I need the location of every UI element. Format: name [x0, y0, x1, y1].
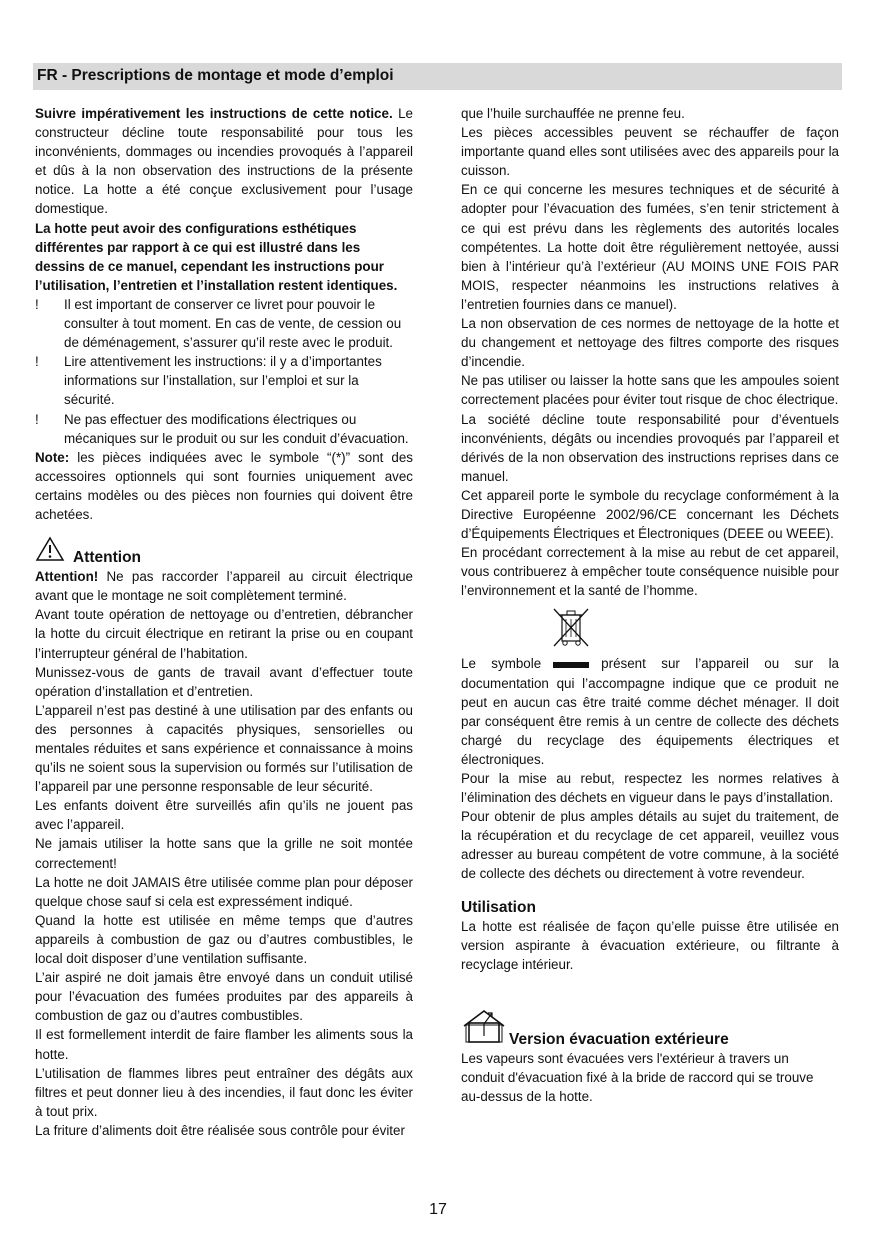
bullet-item — [35, 410, 413, 448]
paragraph: Quand la hotte est utilisée en même temps que d’autres appareils à combustion de gaz ou d’autres combustibles, le local doit disposer d’une ventilation suffisante. — [35, 912, 413, 967]
paragraph: La société décline toute responsabilité pour d’éventuels inconvénients, dégâts ou incendies provoqués par l’appareil et dérivés de la non observation des instructions reprises dans ce manuel. — [461, 411, 839, 484]
paragraph: Pour la mise au rebut, respectez les normes relatives à l’élimination des déchets en vigueur dans le pays d’installation. — [461, 771, 839, 806]
house-exhaust-icon — [461, 1008, 507, 1049]
page-number: 17 — [429, 1201, 447, 1218]
bullet-text: Lire attentivement les instructions: il y a d’importantes informations sur l’installation, sur l’emploi et sur la sécurité. — [64, 354, 382, 408]
version-line: Les vapeurs sont évacuées vers l'extérieur à travers un — [461, 1051, 789, 1067]
version-heading — [461, 1008, 839, 1049]
paragraph: Pour obtenir de plus amples détails au sujet du traitement, de la récupération et du recyclage de cet appareil, veuillez vous adresser au bureau compétent de votre commune, à la société de collecte des déchets ou directement à votre revendeur. — [461, 809, 839, 882]
header-title: FR - Prescriptions de montage et mode d’emploi — [37, 67, 394, 84]
attention-heading — [35, 536, 413, 567]
symbol-bar-icon — [553, 662, 589, 668]
paragraph: La non observation de ces normes de nettoyage de la hotte et du changement et nettoyage des filtres comporte des risques d’incendie. — [461, 316, 839, 370]
config-bold: La hotte peut avoir des configurations esthétiques différentes par rapport à ce qui est illustré dans les dessins de ce manuel, cependant les instructions pour l’utilisation, l’entretien et l’installation restent identiques. — [35, 220, 398, 293]
right-column — [461, 104, 839, 1106]
utilisation-paragraph: La hotte est réalisée de façon qu’elle puisse être utilisée en version aspirante à évacuation extérieure, ou filtrante à recyclage intérieur. — [461, 918, 839, 972]
paragraph: L’appareil n’est pas destiné à une utilisation par des enfants ou des personnes à capacités physiques, sensorielles ou mentales réduites et sans expérience et connaissance à moins qu’ils ne soient sous la supervision ou formés sur l’utilisation de l’appareil par une personne responsable de leur sécurité. — [35, 702, 413, 795]
utilisation-heading — [461, 898, 839, 917]
attention-title: Attention — [73, 549, 142, 567]
bullet-text: Il est important de conserver ce livret pour pouvoir le consulter à tout moment. En cas de vente, de cession ou de déménagement, s’assurer qu’il reste avec le produit. — [64, 296, 402, 351]
note-label: Note: — [35, 449, 70, 465]
version-line: conduit d'évacuation fixé à la bride de raccord qui se trouve — [461, 1070, 814, 1086]
paragraph: En procédant correctement à la mise au rebut de cet appareil, vous contribuerez à empêcher toute conséquence nuisible pour l’environnement et la santé de l’homme. — [461, 545, 839, 599]
note-paragraph — [35, 448, 413, 524]
paragraph: Il est formellement interdit de faire flamber les aliments sous la hotte. — [35, 1027, 413, 1062]
bullet-mark: ! — [35, 411, 39, 427]
paragraph: Les enfants doivent être surveillés afin qu’ils ne jouent pas avec l’appareil. — [35, 798, 413, 833]
paragraph: Avant toute opération de nettoyage ou d’entretien, débrancher la hotte du circuit électrique en retirant la prise ou en coupant l’interrupteur général de l’habitation. — [35, 607, 413, 661]
paragraph: Cet appareil porte le symbole du recyclage conformément à la Directive Européenne 2002/96/CE concernant les Déchets d’Équipements Électriques et Électroniques (DEEE ou WEEE). — [461, 487, 839, 542]
symbol-text: présent sur l’appareil ou sur la documentation qui l’accompagne indique que ce produit ne peut en aucun cas être traité comme déchet ménager. Il doit par conséquent être remis à un centre de collecte des déchets chargé du recyclage des équipements électriques et électroniques. — [461, 656, 839, 767]
paragraph: Ne pas utiliser ou laisser la hotte sans que les ampoules soient correctement placées pour éviter tout risque de choc électrique. — [461, 373, 839, 408]
paragraph: L’air aspiré ne doit jamais être envoyé dans un conduit utilisé pour l’évacuation des fumées produites par des appareils à combustion de gaz ou d’autres combustibles. — [35, 970, 413, 1024]
bullet-item — [35, 352, 413, 409]
bullet-text: Ne pas effectuer des modifications électriques ou mécaniques sur le produit ou sur les conduit d’évacuation. — [64, 411, 409, 446]
attention-text: Ne pas raccorder l’appareil au circuit électrique avant que le montage ne soit complètement terminé. — [35, 569, 413, 604]
paragraph: L’utilisation de flammes libres peut entraîner des dégâts aux filtres et peut donner lieu à des incendies, il faut donc les éviter à tout prix. — [35, 1065, 413, 1119]
attention-bold: Attention! — [35, 569, 99, 585]
symbol-paragraph — [461, 654, 839, 769]
left-column — [35, 104, 413, 1140]
bullet-mark: ! — [35, 354, 39, 370]
symbol-lead: Le symbole — [461, 656, 542, 672]
version-line: au-dessus de la hotte. — [461, 1089, 593, 1105]
intro-bold: Suivre impérativement les instructions de cette notice. — [35, 106, 393, 121]
paragraph: La hotte ne doit JAMAIS être utilisée comme plan pour déposer quelque chose sauf si cela est expressément indiqué. — [35, 874, 413, 909]
paragraph: Ne jamais utiliser la hotte sans que la grille ne soit montée correctement! — [35, 836, 413, 871]
paragraph: Les pièces accessibles peuvent se réchauffer de façon importante quand elles sont utilisées avec des appareils pour la cuisson. — [461, 125, 839, 179]
attention-paragraph — [35, 567, 413, 605]
crossed-bin-icon — [551, 606, 591, 648]
bullet-mark: ! — [35, 296, 39, 312]
bullet-item — [35, 295, 413, 352]
paragraph: En ce qui concerne les mesures techniques et de sécurité à adopter pour l’évacuation des fumées, s’en tenir strictement à ce qui est prévu dans les règlements des autorités locales compétentes. La hotte doit être régulièrement nettoyée, aussi bien à l’intérieur qu’à l’extérieur (AU MOINS UNE FOIS PAR MOIS, respecter néanmoins les instructions relatives à l’entretien fournies dans ce manuel). — [461, 182, 839, 312]
config-paragraph — [35, 219, 413, 295]
note-text: les pièces indiquées avec le symbole “(*)” sont des accessoires optionnels qui sont fournies uniquement avec certains modèles ou des pièces non fournies qui doivent être achetées. — [35, 449, 413, 522]
intro-text: Le constructeur décline toute responsabilité pour tous les inconvénients, dommages ou incendies provoqués à l’appareil et dûs à la non observation des instructions de la présente notice. La hotte a été conçue exclusivement pour l’usage domestique. — [35, 106, 413, 217]
paragraph: que l’huile surchauffée ne prenne feu. — [461, 106, 685, 121]
utilisation-title: Utilisation — [461, 898, 536, 916]
intro-paragraph — [35, 104, 413, 219]
warning-triangle-icon — [35, 536, 65, 567]
page-header — [33, 63, 842, 90]
paragraph: La friture d’aliments doit être réalisée sous contrôle pour éviter — [35, 1122, 405, 1138]
version-title: Version évacuation extérieure — [509, 1030, 729, 1048]
paragraph: Munissez-vous de gants de travail avant d’effectuer toute opération d’installation et d’entretien. — [35, 664, 413, 699]
